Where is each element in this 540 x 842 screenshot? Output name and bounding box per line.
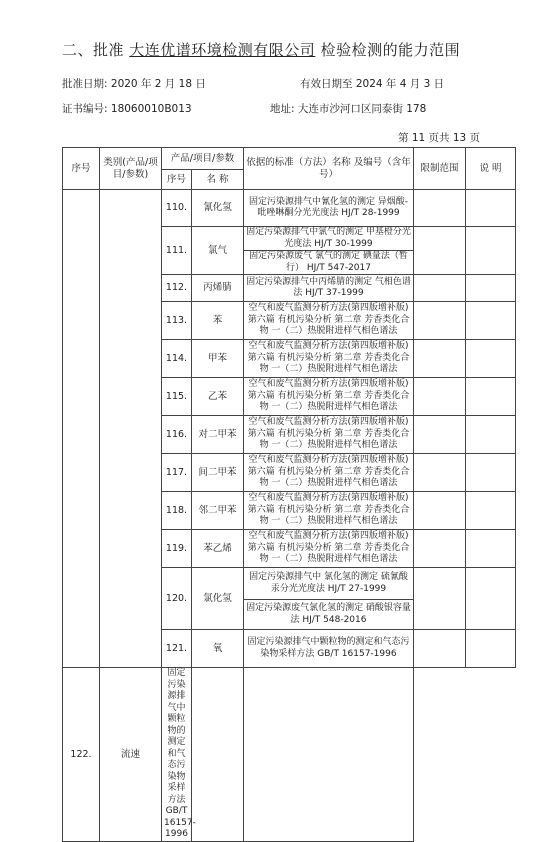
row-name: 氰化氢 <box>192 190 244 227</box>
row-name: 乙苯 <box>192 378 244 416</box>
header-product: 产品/项目/参数 <box>162 148 244 170</box>
limit-cell <box>414 416 466 454</box>
row-number: 121. <box>162 630 192 668</box>
note-cell <box>466 190 516 227</box>
row-number: 112. <box>162 275 192 302</box>
approval-date <box>62 76 206 91</box>
note-cell <box>466 492 516 530</box>
header-sub-seq: 序号 <box>162 170 192 190</box>
title-prefix: 二、批准 <box>62 41 125 59</box>
capability-table <box>62 147 516 842</box>
cert-no-value: 18060010B013 <box>110 103 192 115</box>
table-row <box>63 668 516 842</box>
header-note: 说 明 <box>466 148 516 190</box>
row-number: 113. <box>162 302 192 340</box>
row-number: 111. <box>162 227 192 275</box>
limit-cell <box>192 668 244 842</box>
row-number: 114. <box>162 340 192 378</box>
note-cell <box>466 302 516 340</box>
note-cell <box>466 378 516 416</box>
header-category: 类别(产品/项目/参数) <box>100 148 162 190</box>
row-name: 对二甲苯 <box>192 416 244 454</box>
limit-cell <box>414 227 466 275</box>
company-name: 大连优谱环境检测有限公司 <box>129 41 316 59</box>
row-number: 110. <box>162 190 192 227</box>
approval-date-label: 批准日期: <box>62 78 108 90</box>
row-standard: 固定污染源排气中颗粒物的测定和气态污染物采样方法 GB/T 16157-1996 <box>162 668 192 842</box>
row-number: 116. <box>162 416 192 454</box>
row-standard: 空气和废气监测分析方法(第四版增补版) 第六篇 有机污染分析 第二章 芳香类化合物 一（二）热脱附进样气相色谱法 <box>244 416 414 454</box>
row-name: 苯乙烯 <box>192 530 244 568</box>
row-standard: 空气和废气监测分析方法(第四版增补版) 第六篇 有机污染分析 第二章 芳香类化合物 一（二）热脱附进样气相色谱法 <box>244 530 414 568</box>
row-standard: 空气和废气监测分析方法(第四版增补版) 第六篇 有机污染分析 第二章 芳香类化合物 一（二）热脱附进样气相色谱法 <box>244 340 414 378</box>
limit-cell <box>414 630 466 668</box>
row-number: 120. <box>162 568 192 630</box>
note-cell <box>466 416 516 454</box>
limit-cell <box>414 275 466 302</box>
limit-cell <box>414 454 466 492</box>
row-name: 氯化氢 <box>192 568 244 630</box>
row-name: 甲苯 <box>192 340 244 378</box>
header-name: 名 称 <box>192 170 244 190</box>
row-standard: 固定污染源废气 氯气的测定 碘量法（暂行） HJ/T 547-2017 <box>244 251 414 275</box>
header-standard: 依据的标准（方法）名称 及编号（含年号） <box>244 148 414 190</box>
row-standard: 固定污染源排气中颗粒物的测定和气态污染物采样方法 GB/T 16157-1996 <box>244 630 414 668</box>
table-row <box>63 190 516 227</box>
row-name: 苯 <box>192 302 244 340</box>
page-info: 第 11 页共 13 页 <box>398 132 481 144</box>
header-limit: 限制范围 <box>414 148 466 190</box>
row-name: 流速 <box>100 668 162 842</box>
page-title <box>62 39 460 60</box>
limit-cell <box>414 568 466 630</box>
row-standard: 空气和废气监测分析方法(第四版增补版) 第六篇 有机污染分析 第二章 芳香类化合物 一（二）热脱附进样气相色谱法 <box>244 492 414 530</box>
row-number: 118. <box>162 492 192 530</box>
row-standard: 固定污染源排气中氯气的测定 甲基橙分光光度法 HJ/T 30-1999 <box>244 227 414 251</box>
row-standard: 空气和废气监测分析方法(第四版增补版) 第六篇 有机污染分析 第二章 芳香类化合物 一（二）热脱附进样气相色谱法 <box>244 378 414 416</box>
row-number: 122. <box>63 668 100 842</box>
row-number: 117. <box>162 454 192 492</box>
row-standard: 固定污染源排气中丙烯腈的测定 气相色谱法 HJ/T 37-1999 <box>244 275 414 302</box>
note-cell <box>466 530 516 568</box>
row-standard: 空气和废气监测分析方法(第四版增补版) 第六篇 有机污染分析 第二章 芳香类化合物 一（二）热脱附进样气相色谱法 <box>244 454 414 492</box>
seq-cell <box>63 190 100 668</box>
note-cell <box>466 275 516 302</box>
address-value: 大连市沙河口区同泰街 178 <box>297 103 427 115</box>
valid-until-label: 有效日期至 <box>300 78 353 90</box>
row-name: 丙烯腈 <box>192 275 244 302</box>
note-cell <box>466 227 516 275</box>
note-cell <box>244 668 414 842</box>
row-name: 氧 <box>192 630 244 668</box>
note-cell <box>466 454 516 492</box>
valid-until <box>300 76 444 91</box>
row-standard: 空气和废气监测分析方法(第四版增补版) 第六篇 有机污染分析 第二章 芳香类化合物 一（二）热脱附进样气相色谱法 <box>244 302 414 340</box>
row-name: 邻二甲苯 <box>192 492 244 530</box>
note-cell <box>466 340 516 378</box>
row-name: 氯气 <box>192 227 244 275</box>
cert-no-label: 证书编号: <box>62 103 108 115</box>
row-name: 间二甲苯 <box>192 454 244 492</box>
row-number: 119. <box>162 530 192 568</box>
category-cell <box>100 190 162 668</box>
limit-cell <box>414 340 466 378</box>
valid-until-value: 2024 年 4 月 3 日 <box>355 78 445 90</box>
row-standard: 固定污染源排气中氰化氢的测定 异烟酸-吡唑啉酮分光光度法 HJ/T 28-1999 <box>244 190 414 227</box>
limit-cell <box>414 378 466 416</box>
certificate-number <box>62 101 192 116</box>
approval-date-value: 2020 年 2 月 18 日 <box>110 78 206 90</box>
note-cell <box>466 630 516 668</box>
title-suffix: 检验检测的能力范围 <box>320 41 461 59</box>
header-seq: 序号 <box>63 148 100 190</box>
note-cell <box>466 568 516 630</box>
address-label: 地址: <box>270 103 295 115</box>
limit-cell <box>414 492 466 530</box>
row-standard: 固定污染源排气中 氯化氢的测定 硫氰酸汞分光光度法 HJ/T 27-1999 <box>244 568 414 600</box>
row-standard: 固定污染源废气氯化氢的测定 硝酸银容量法 HJ/T 548-2016 <box>244 600 414 630</box>
address <box>270 101 426 116</box>
limit-cell <box>414 302 466 340</box>
limit-cell <box>414 190 466 227</box>
row-number: 115. <box>162 378 192 416</box>
limit-cell <box>414 530 466 568</box>
